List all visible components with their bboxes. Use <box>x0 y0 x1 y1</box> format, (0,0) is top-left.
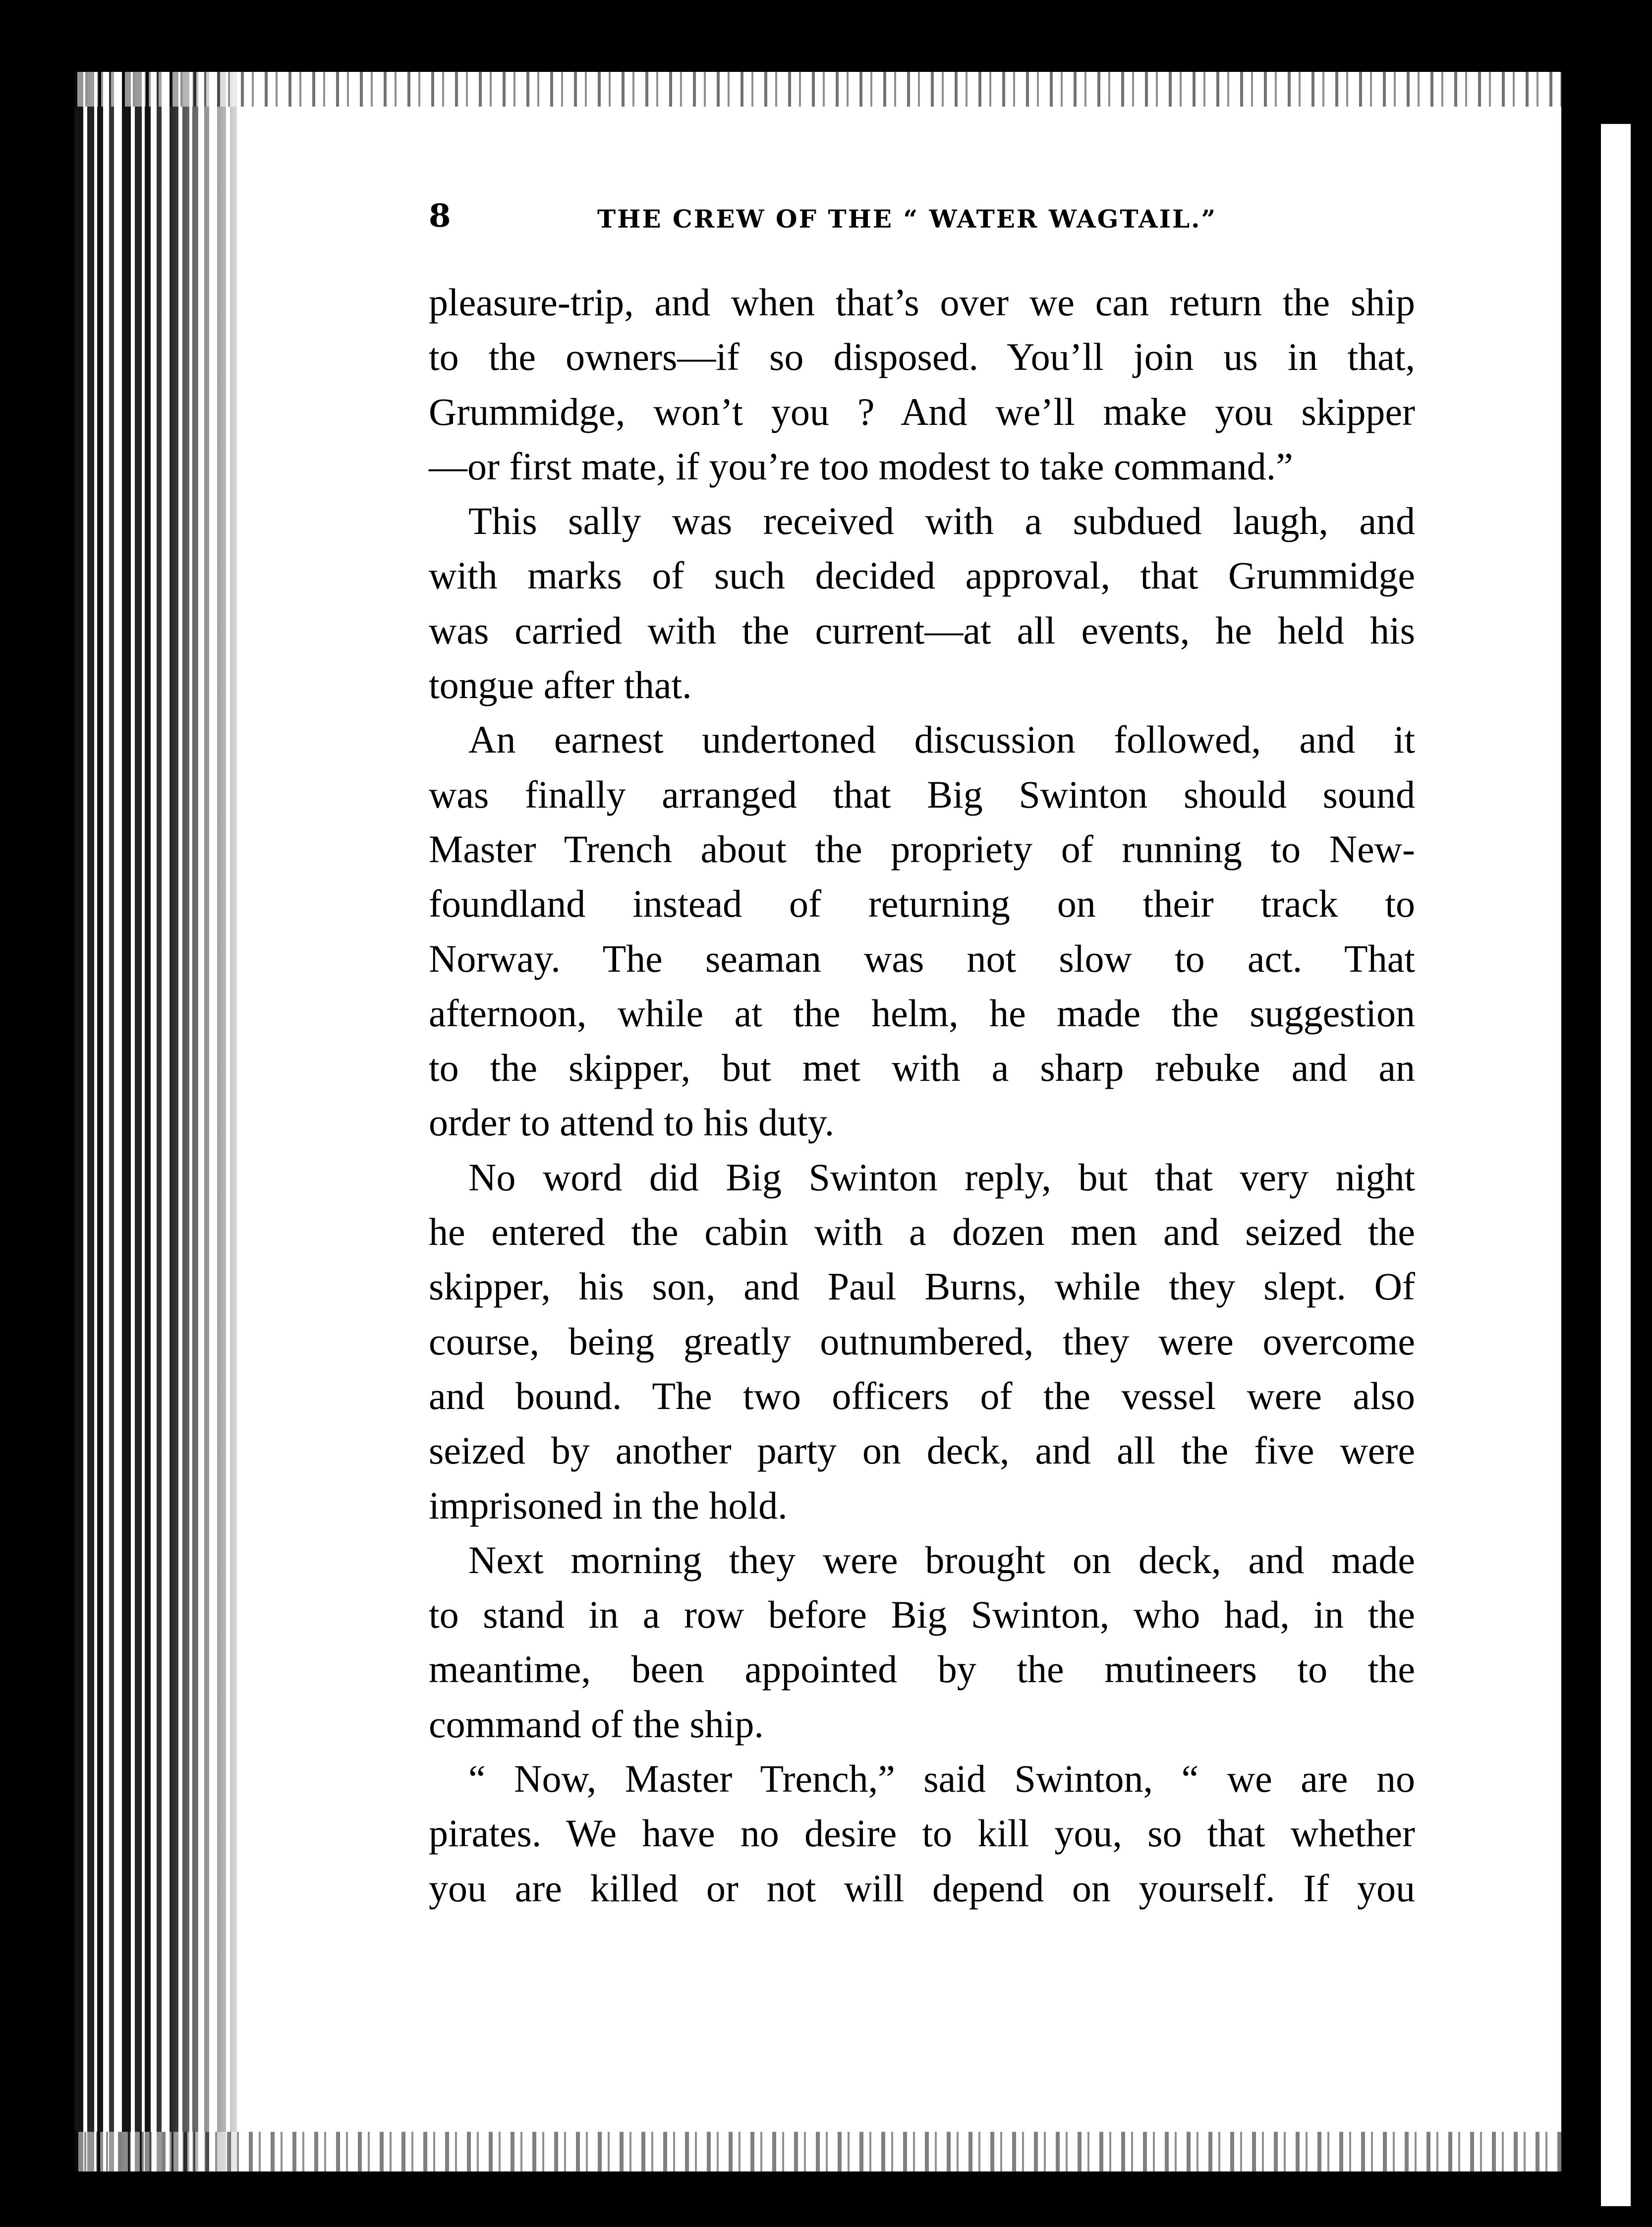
text-line: was carried with the current—at all events, he held his <box>429 608 1415 652</box>
text-line: and bound. The two officers of the vessel were also <box>429 1374 1415 1417</box>
text-line: command of the ship. <box>429 1702 764 1746</box>
text-line: pirates. We have no desire to kill you, so that whether <box>429 1812 1415 1855</box>
text-line: you are killed or not will depend on yourself. If you <box>429 1866 1415 1910</box>
text-line: was finally arranged that Big Swinton should sound <box>429 772 1415 816</box>
paragraph <box>429 1150 1415 1533</box>
text-line: to the owners—if so disposed. You’ll join us in that, <box>429 335 1415 379</box>
right-scan-strip <box>1601 124 1631 2206</box>
text-line: imprisoned in the hold. <box>429 1483 788 1527</box>
spine-fade <box>164 72 253 2171</box>
text-line: No word did Big Swinton reply, but that very night <box>468 1155 1415 1199</box>
paragraph <box>429 275 1415 494</box>
text-line: he entered the cabin with a dozen men and seized the <box>429 1210 1415 1254</box>
text-line: tongue after that. <box>429 663 692 707</box>
text-line: with marks of such decided approval, that Grummidge <box>429 554 1415 597</box>
text-line: pleasure-trip, and when that’s over we can return the ship <box>429 281 1415 324</box>
text-line: meantime, been appointed by the mutineers to the <box>429 1647 1415 1691</box>
right-page-edge <box>1561 72 1576 2171</box>
text-line: This sally was received with a subdued laugh, and <box>468 499 1415 543</box>
text-line: Next morning they were brought on deck, and made <box>468 1538 1415 1582</box>
top-page-edge <box>74 72 1561 107</box>
page-number: 8 <box>429 197 451 234</box>
text-line: “ Now, Master Trench,” said Swinton, “ we are no <box>468 1757 1415 1801</box>
paragraph <box>429 1533 1415 1752</box>
paragraph <box>429 712 1415 1150</box>
text-line: foundland instead of returning on their track to <box>429 882 1415 926</box>
text-line: Norway. The seaman was not slow to act. That <box>429 937 1415 980</box>
text-line: Master Trench about the propriety of running to New- <box>429 827 1415 871</box>
running-head: THE CREW OF THE “ WATER WAGTAIL.” <box>597 204 1217 234</box>
paragraph <box>429 494 1415 712</box>
text-line: afternoon, while at the helm, he made the suggestion <box>429 991 1415 1035</box>
text-line: —or first mate, if you’re too modest to take command.” <box>429 444 1293 488</box>
body-text <box>429 275 1415 1916</box>
paragraph <box>429 1752 1415 1916</box>
text-line: An earnest undertoned discussion followed, and it <box>468 718 1415 762</box>
text-line: to the skipper, but met with a sharp rebuke and an <box>429 1046 1415 1090</box>
text-line: skipper, his son, and Paul Burns, while they slept. Of <box>429 1265 1415 1308</box>
text-line: seized by another party on deck, and all the five were <box>429 1429 1415 1472</box>
bottom-page-edge <box>74 2132 1561 2171</box>
text-line: to stand in a row before Big Swinton, who had, in the <box>429 1593 1415 1637</box>
text-line: course, being greatly outnumbered, they were overcome <box>429 1319 1415 1363</box>
text-line: order to attend to his duty. <box>429 1101 835 1144</box>
text-line: Grummidge, won’t you ? And we’ll make you skipper <box>429 390 1415 433</box>
